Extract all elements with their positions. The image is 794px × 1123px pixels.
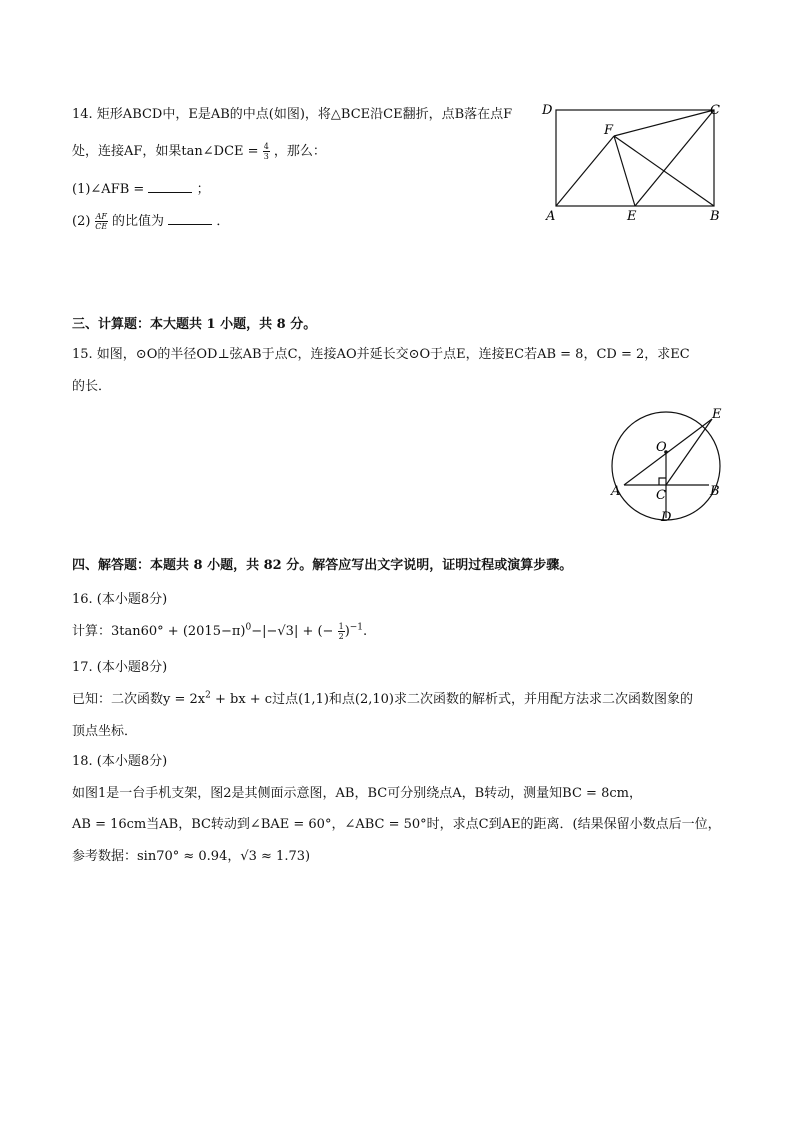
q14-part2-blank[interactable] xyxy=(168,212,212,225)
q15-line1: 15. 如图，⊙O的半径OD⊥弦AB于点C，连接AO并延长交⊙O于点E，连接EC若AB = 8，CD = 2，求EC xyxy=(72,347,690,362)
section4-heading: 四、解答题：本题共 8 小题，共 82 分。解答应写出文字说明，证明过程或演算步骤。 xyxy=(72,558,573,573)
q18-line3: 参考数据：sin70° ≈ 0.94，√3 ≈ 1.73) xyxy=(72,849,311,864)
section3-heading: 三、计算题：本大题共 1 小题，共 8 分。 xyxy=(72,317,317,332)
q16-exp-zero: 0 xyxy=(245,622,252,633)
label-f: F xyxy=(604,123,614,138)
q16-expr-a: 计算：3tan60° + (2015−π) xyxy=(72,624,246,639)
q14-part2 xyxy=(72,210,229,231)
q14-part2-prefix: (2) xyxy=(72,214,91,229)
segment-fe xyxy=(614,136,635,206)
q16-frac-den: 2 xyxy=(338,632,344,641)
q18-line1: 如图1是一台手机支架，图2是其侧面示意图，AB，BC可分别绕点A，B转动，测量知BC = 8cm， xyxy=(72,786,642,801)
q18-title: 18. (本小题8分) xyxy=(72,754,168,769)
q14-frac-den: 3 xyxy=(263,152,269,161)
label-e2: E xyxy=(712,407,722,422)
label-d: D xyxy=(542,103,553,118)
rect-abcd xyxy=(556,110,714,206)
q14-tan-fraction xyxy=(263,142,270,161)
q14-ratio-num: AF xyxy=(95,212,107,221)
q14-ratio-fraction xyxy=(95,212,108,231)
q14-rectangle-figure xyxy=(538,98,728,230)
q15-line2: 的长． xyxy=(72,379,112,394)
q15-circle-figure xyxy=(604,404,732,526)
label-c2: C xyxy=(656,488,666,503)
q17-line1-a: 已知：二次函数y = 2x xyxy=(72,692,206,707)
segment-ec xyxy=(635,110,714,206)
q16-expr-end: . xyxy=(363,624,368,639)
q17-line2: 顶点坐标． xyxy=(72,724,138,739)
q14-part1-end: ； xyxy=(196,182,210,197)
q16-expr-b: −|−√3| + (− xyxy=(251,624,334,639)
label-o: O xyxy=(656,440,667,455)
q16-frac-num: 1 xyxy=(338,622,344,631)
q14-ratio-den: CE xyxy=(95,222,108,231)
label-d2: D xyxy=(661,510,672,525)
q14-part1 xyxy=(72,178,210,197)
label-a2: A xyxy=(611,484,621,499)
q14-part2-end: ． xyxy=(216,214,230,229)
q16-title: 16. (本小题8分) xyxy=(72,592,168,607)
q16-expression xyxy=(72,620,367,641)
label-c: C xyxy=(710,103,720,118)
q17-line1-b: + bx + c过点(1,1)和点(2,10)求二次函数的解析式，并用配方法求二次函数图象的 xyxy=(210,692,693,707)
q14-part1-label: (1)∠AFB = xyxy=(72,182,145,197)
q16-half-fraction xyxy=(338,622,345,641)
q14-part2-label: 的比值为 xyxy=(112,214,165,229)
q18-line2: AB = 16cm当AB，BC转动到∠BAE = 60°，∠ABC = 50°时，求点C到AE的距离．(结果保留小数点后一位， xyxy=(72,817,721,832)
q17-title: 17. (本小题8分) xyxy=(72,660,168,675)
q14-line1: 14. 矩形ABCD中，E是AB的中点(如图)，将△BCE沿CE翻折，点B落在点F xyxy=(72,107,513,122)
q14-part1-blank[interactable] xyxy=(148,180,192,193)
label-b2: B xyxy=(710,484,720,499)
q17-square: 2 xyxy=(205,690,211,701)
segment-af xyxy=(556,136,614,206)
label-b: B xyxy=(710,209,720,224)
line-ce xyxy=(666,419,712,485)
segment-fc xyxy=(614,110,714,136)
q17-line1 xyxy=(72,688,693,707)
label-e: E xyxy=(627,209,637,224)
q14-line2 xyxy=(72,140,326,161)
q14-frac-num: 4 xyxy=(263,142,269,151)
label-a: A xyxy=(546,209,556,224)
q14-line2-text-a: 处，连接AF，如果tan∠DCE = xyxy=(72,144,259,159)
right-angle-mark xyxy=(659,478,666,485)
line-ae xyxy=(624,419,712,485)
q14-line2-text-b: ，那么： xyxy=(273,144,326,159)
q16-exp-neg1: −1 xyxy=(349,622,364,633)
q16-expr-c: ) xyxy=(344,624,350,639)
